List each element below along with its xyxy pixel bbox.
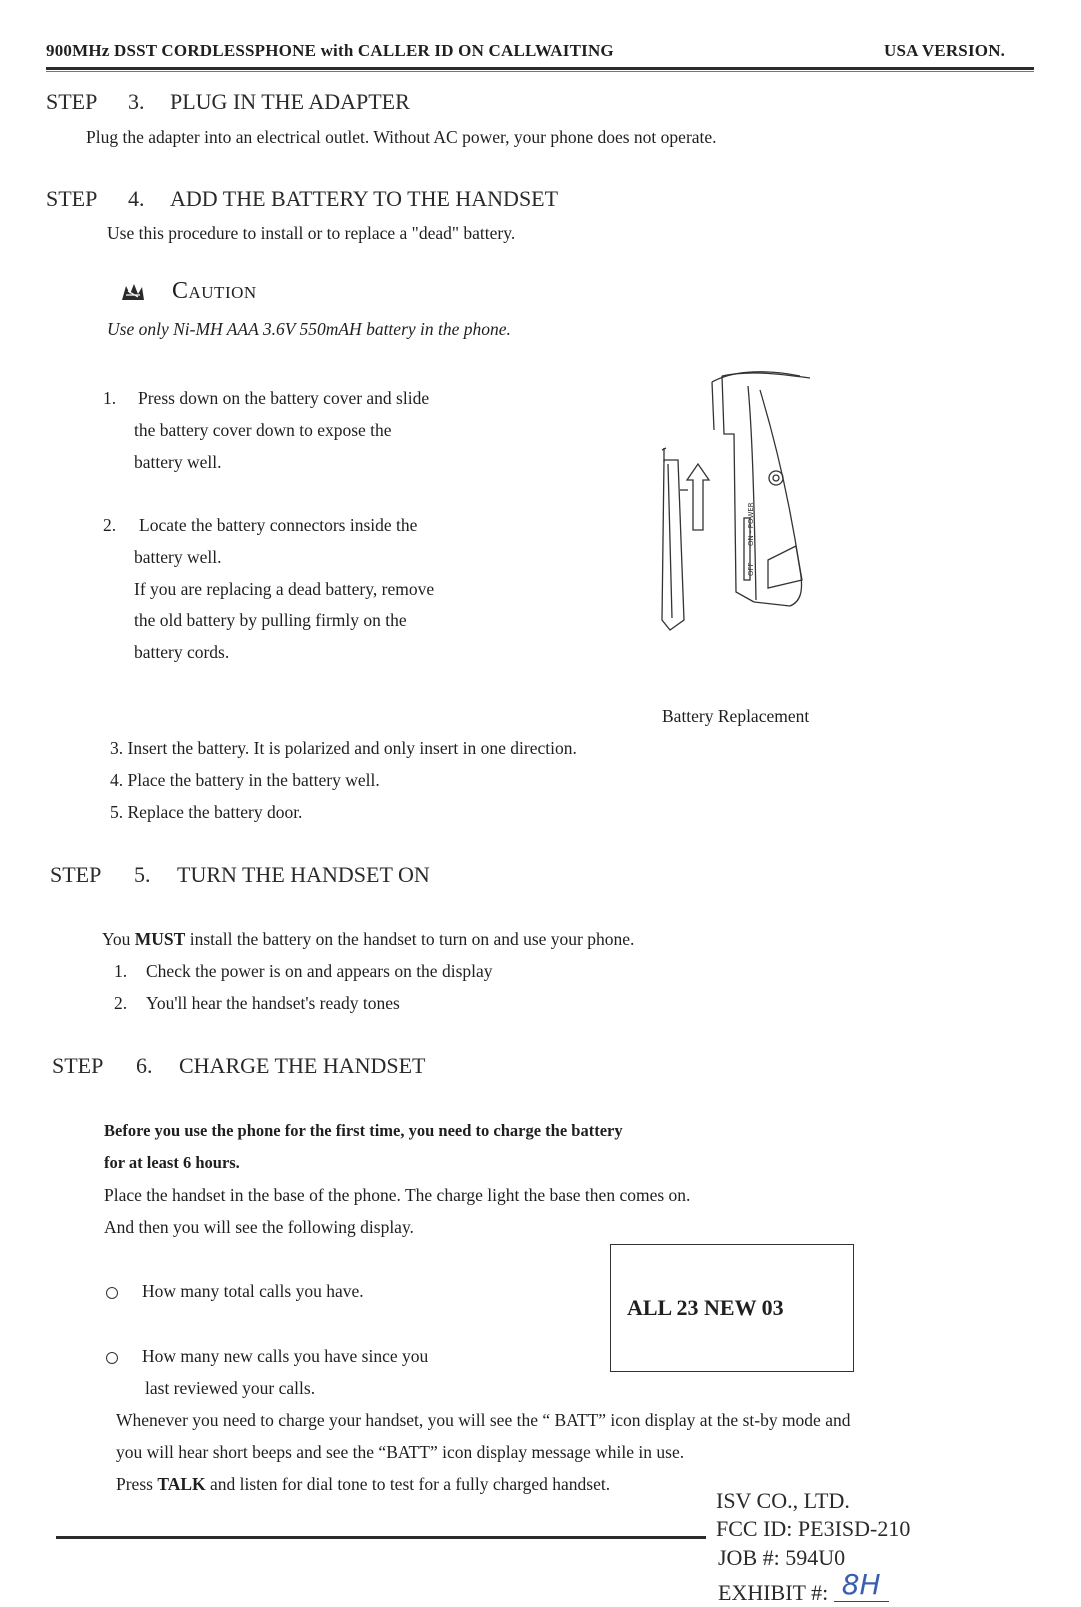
stamp-exhibit-label: EXHIBIT #: [718, 1580, 834, 1605]
step4-heading [46, 186, 559, 212]
step4-label: STEP [46, 186, 98, 211]
step4-item1-line1: Press down on the battery cover and slide [138, 388, 430, 408]
handset-display-text: ALL 23 NEW 03 [627, 1295, 784, 1320]
step5-intro-must: MUST [134, 929, 186, 949]
figure-caption: Battery Replacement [662, 706, 810, 726]
step5-intro-pre: You [102, 929, 135, 949]
talk-pre: Press [116, 1474, 158, 1494]
step6-bullet1-text: How many total calls you have. [142, 1281, 364, 1301]
step4-item2-line3: If you are replacing a dead battery, remove [134, 579, 435, 599]
exhibit-handwritten-number: 8H [834, 1568, 889, 1602]
step5-title: TURN THE HANDSET ON [177, 862, 430, 887]
step3-heading [46, 89, 410, 115]
step4-item2-line4: the old battery by pulling firmly on the [134, 610, 407, 630]
step5-heading [50, 862, 430, 888]
step3-title: PLUG IN THE ADAPTER [170, 89, 410, 114]
step4-item5: 5. Replace the battery door. [110, 802, 303, 822]
bullet-circle-icon [106, 1352, 118, 1364]
step5-label: STEP [50, 862, 102, 887]
talk-post: and listen for dial tone to test for a fully charged handset. [205, 1474, 611, 1494]
stamp-fcc-id: FCC ID: PE3ISD-210 [716, 1516, 911, 1541]
step5-item2-text: You'll hear the handset's ready tones [146, 993, 400, 1013]
caution-icon [120, 282, 146, 302]
step6-label: STEP [52, 1053, 104, 1078]
step5-intro [102, 929, 634, 950]
step3-text: Plug the adapter into an electrical outlet. Without AC power, your phone does not operate. [86, 127, 717, 147]
step6-line1: Place the handset in the base of the phone. The charge light the base then comes on. [104, 1185, 691, 1205]
step6-bold-line2: for at least 6 hours. [104, 1153, 240, 1172]
header-rule [46, 67, 1034, 70]
step4-item4: 4. Place the battery in the battery well. [110, 770, 380, 790]
step4-item1-number: 1. [103, 388, 117, 408]
step4-item1-line3: battery well. [134, 452, 222, 472]
caution-text: Use only Ni-MH AAA 3.6V 550mAH battery in the phone. [107, 319, 511, 339]
step4-item2-line2: battery well. [134, 547, 222, 567]
step4-intro: Use this procedure to install or to replace a "dead" battery. [107, 223, 516, 243]
stamp-company: ISV CO., LTD. [716, 1488, 850, 1513]
step5-item1-text: Check the power is on and appears on the display [146, 961, 493, 981]
bullet-circle-icon [106, 1287, 118, 1299]
step6-heading [52, 1053, 426, 1079]
step4-item1-line2: the battery cover down to expose the [134, 420, 392, 440]
step6-tail-line1: Whenever you need to charge your handset, you will see the “ BATT” icon display at the st-by mode and [116, 1410, 851, 1430]
step6-bullet2-line1: How many new calls you have since you [142, 1346, 429, 1366]
step6-title: CHARGE THE HANDSET [179, 1053, 426, 1078]
step4-item2-number: 2. [103, 515, 117, 535]
step5-item2-number: 2. [114, 993, 128, 1013]
document-header-version: USA VERSION. [884, 41, 1006, 60]
step5-intro-post: install the battery on the handset to turn on and use your phone. [185, 929, 635, 949]
step4-number: 4. [128, 186, 145, 211]
caution-title: Caution [172, 278, 257, 304]
step5-number: 5. [134, 862, 151, 887]
step4-item3: 3. Insert the battery. It is polarized and only insert in one direction. [110, 738, 577, 758]
step6-tail-line2: you will hear short beeps and see the “BATT” icon display message while in use. [116, 1442, 685, 1462]
battery-replacement-illustration [650, 370, 830, 640]
step4-item2-line5: battery cords. [134, 642, 230, 662]
step3-label: STEP [46, 89, 98, 114]
stamp-exhibit [718, 1568, 889, 1607]
off-label: OFF [747, 562, 755, 576]
document-header-title: 900MHz DSST CORDLESSPHONE with CALLER ID ON CALLWAITING [46, 41, 614, 60]
step6-talk-line [116, 1474, 610, 1495]
footer-rule [56, 1536, 706, 1539]
step5-item1-number: 1. [114, 961, 128, 981]
step6-bullet2-line2: last reviewed your calls. [145, 1378, 316, 1398]
handset-display-box [610, 1244, 854, 1372]
step6-number: 6. [136, 1053, 153, 1078]
step3-number: 3. [128, 89, 145, 114]
step6-bold-line1: Before you use the phone for the first time, you need to charge the battery [104, 1121, 623, 1140]
step4-title: ADD THE BATTERY TO THE HANDSET [170, 186, 559, 211]
talk-bold: TALK [157, 1474, 206, 1494]
on-power-label: ON - POWER [747, 502, 755, 546]
step4-item2-line1: Locate the battery connectors inside the [139, 515, 418, 535]
step6-line2: And then you will see the following display. [104, 1217, 414, 1237]
stamp-job: JOB #: 594U0 [718, 1545, 846, 1570]
header-rule-thin [46, 71, 1034, 72]
